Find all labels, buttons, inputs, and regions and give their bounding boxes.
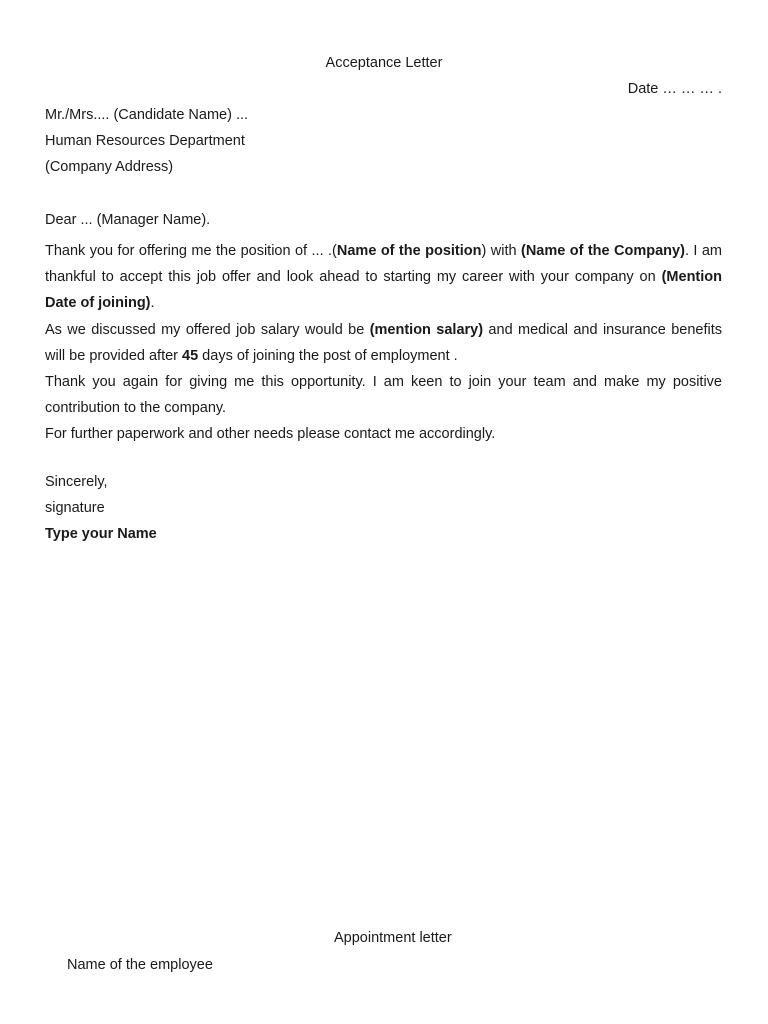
- paragraph-thanks: Thank you again for giving me this opportunity. I am keen to join your team and make my positive contribution to the company.: [45, 374, 722, 417]
- p1-joining-date-placeholder: (Mention Date of joining): [45, 269, 722, 312]
- p2-text-3: days of joining the post of employment .: [198, 347, 458, 364]
- recipient-line: Mr./Mrs.... (Candidate Name) ...: [45, 107, 249, 123]
- p1-text-4: .: [150, 295, 155, 312]
- company-address-line: (Company Address): [45, 159, 174, 175]
- employee-name-label: Name of the employee: [67, 957, 213, 973]
- letter-title: Acceptance Letter: [325, 55, 443, 71]
- appointment-title: Appointment letter: [334, 930, 452, 946]
- closing: Sincerely,: [45, 474, 108, 490]
- paragraph-offer: [45, 238, 722, 317]
- salutation: Dear ... (Manager Name).: [45, 212, 211, 228]
- p1-company-placeholder: (Name of the Company): [520, 243, 685, 259]
- p2-days-value: 45: [182, 347, 199, 364]
- letter-body: [45, 238, 722, 448]
- p1-text-2: ) with: [481, 243, 521, 259]
- paragraph-salary: [45, 317, 722, 369]
- p2-text-1: As we discussed my offered job salary would be: [45, 321, 370, 338]
- signature-label: signature: [45, 500, 105, 516]
- p1-text-3: . I am thankful to accept this job offer and look ahead to starting my career with your company on: [45, 243, 722, 286]
- name-placeholder: Type your Name: [45, 526, 157, 542]
- p1-position-placeholder: Name of the position: [336, 243, 482, 259]
- p2-text-2: and medical and insurance benefits will be provided after: [45, 321, 722, 364]
- letter-date: Date … … … .: [627, 81, 722, 97]
- p1-text-1: Thank you for offering me the position of ... .(: [45, 243, 337, 259]
- p2-salary-placeholder: (mention salary): [369, 321, 484, 338]
- paragraph-contact: For further paperwork and other needs please contact me accordingly.: [45, 426, 496, 443]
- department-line: Human Resources Department: [45, 133, 245, 149]
